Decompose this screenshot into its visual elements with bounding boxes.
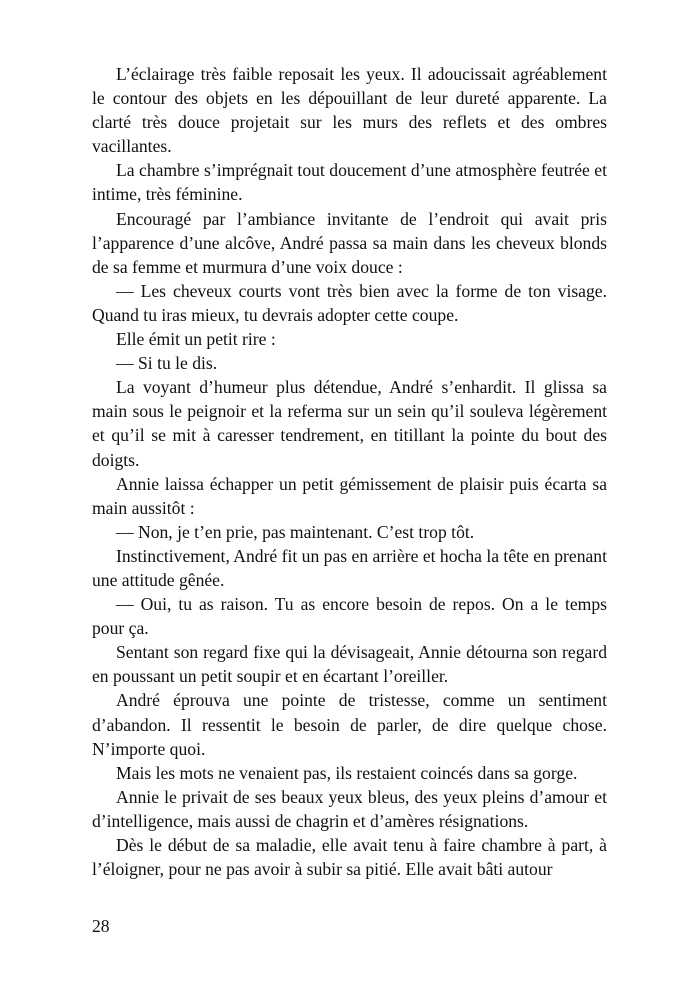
paragraph-6: — Si tu le dis. — [116, 353, 218, 374]
paragraph-1: L’éclairage très faible reposait les yeux. Il adoucissait agréablement le contour des objets en les dépouillant de leur dureté apparente. La clarté très douce projetait sur les murs des reflets et des ombres vacillantes. — [92, 64, 607, 157]
paragraph-11: — Oui, tu as raison. Tu as encore besoin de repos. On a le temps pour ça. — [92, 594, 607, 639]
page-number: 28 — [92, 916, 110, 936]
paragraph-8: Annie laissa échapper un petit gémissement de plaisir puis écarta sa main aussitôt : — [92, 473, 607, 518]
paragraph-7: La voyant d’humeur plus détendue, André s’enhardit. Il glissa sa main sous le peignoir et la referma sur un sein qu’il souleva légèrement et qu’il se mit à caresser tendrement, en titillant la pointe du bout des doigts. — [92, 377, 607, 470]
paragraph-14: Mais les mots ne venaient pas, ils restaient coincés dans sa gorge. — [116, 762, 578, 783]
paragraph-15: Annie le privait de ses beaux yeux bleus, des yeux pleins d’amour et d’intelligence, mais aussi de chagrin et d’amères résignations. — [92, 786, 607, 831]
paragraph-9: — Non, je t’en prie, pas maintenant. C’est trop tôt. — [116, 521, 475, 542]
paragraph-5: Elle émit un petit rire : — [116, 329, 276, 350]
paragraph-2: La chambre s’imprégnait tout doucement d’une atmosphère feutrée et intime, très féminine. — [92, 160, 607, 205]
paragraph-3: Encouragé par l’ambiance invitante de l’endroit qui avait pris l’apparence d’une alcôve, André passa sa main dans les cheveux blonds de sa femme et murmura d’une voix douce : — [92, 208, 607, 277]
paragraph-12: Sentant son regard fixe qui la dévisageait, Annie détourna son regard en poussant un petit soupir et en écartant l’oreiller. — [92, 642, 607, 687]
paragraph-10: Instinctivement, André fit un pas en arrière et hocha la tête en prenant une attitude gênée. — [92, 545, 607, 590]
paragraph-16: Dès le début de sa maladie, elle avait tenu à faire chambre à part, à l’éloigner, pour ne pas avoir à subir sa pitié. Elle avait bâti autour — [92, 835, 607, 880]
paragraph-13: André éprouva une pointe de tristesse, comme un sentiment d’abandon. Il ressentit le besoin de parler, de dire quelque chose. N’importe quoi. — [92, 690, 607, 759]
paragraph-4: — Les cheveux courts vont très bien avec la forme de ton visage. Quand tu iras mieux, tu devrais adopter cette coupe. — [92, 280, 607, 325]
page-body — [92, 62, 607, 881]
